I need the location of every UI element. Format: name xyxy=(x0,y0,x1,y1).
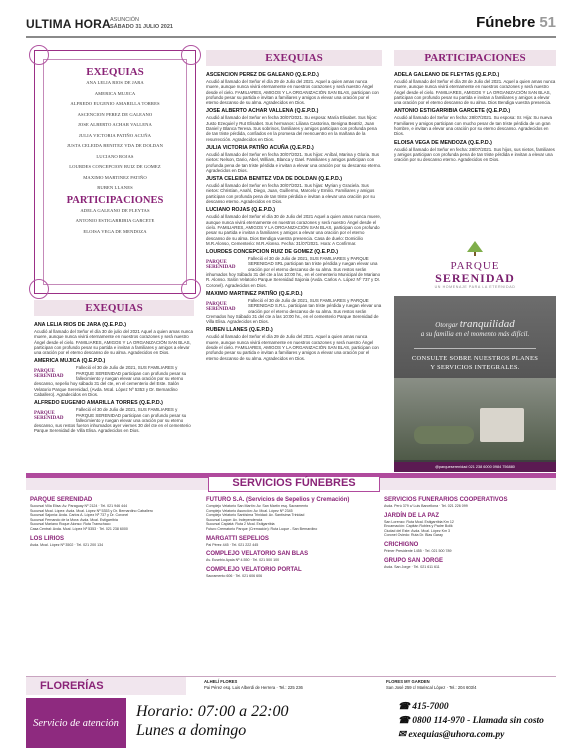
notice: ANTONIO ESTIGARRIBIA GARCETE (Q.E.P.D.) Acudió al llamado del Señor en fecha: 28/07/2021. Su esposa: Sr. Hija: Su nueva Familiares y amigos participan con mucho pesar de tan triste pérdida de un gran hombre, e invitan a elevar una oración por su eterno descanso. Agradecidos en Dios. xyxy=(394,108,552,137)
banner-exequias-mid: EXEQUIAS xyxy=(206,50,382,66)
notice: ANA LELIA RIOS DE JARA (Q.E.P.D.) Acudió al llamado del Señor el día 30 de julio del 2021 Aquel a quien amas nunca muere, aunque nunca vivirá eternamente en nuestros corazones y será nuestro Ángel desde el cielo. FAMILIARES, AMIGOS Y LA ORGANIZACIÓN SAN BLAS, participan con profundo pesar su partida e invitan a familiares y amigos a elevar una oración por el eterno descanso de su alma. Agradecidos en Dios. xyxy=(34,322,193,356)
notice: LUCIANO ROJAS (Q.E.P.D.) Acudió al llamado del Señor el día 30 de Julio del 2021 Aquel a quien amas nunca muere, aunque nunca vivirá eternamente en nuestros corazones y será nuestro Ángel desde el cielo. FAMILIARES, AMIGOS Y LA ORGANIZACIÓN SAN BLAS, participan con profundo pesar su partida e invitan a familiares y amigos a elevar una oración por el eterno descanso de su alma. Dios Bendiga vuestra presencia. Casa de duelo: Domicilio M.R.Alonso, Cementerio: M.R.Alonso. Fecha: 31/07/2021. Hora: A Confirmar. xyxy=(206,207,382,246)
parque-serenidad-ad[interactable]: Otorgar tranquilidad a su familia en el momento más difícil. CONSULTE SOBRE NUESTROS PLANES Y SERVICIOS INTEGRALES. @parqueserenidad 021 238 6000 0984 756880 xyxy=(394,296,556,472)
section-name: ULTIMA HORA xyxy=(26,17,111,31)
phone-icon: ☎ xyxy=(398,716,413,726)
list-item: RUBEN LLANES xyxy=(97,185,133,190)
floreria-my-garden: FLORES MY GARDEN San José 259 c/ Mariscal López · Tel.: 204 603/4 xyxy=(386,679,477,690)
servicio-horario: Horario: 07:00 a 22:00 Lunes a domingo xyxy=(136,703,289,739)
list-item: Sucursal Capiatá: Ruta 2 Mcal. Estigarribia xyxy=(206,522,275,527)
servicio-contacto: ☎ 415-7000 ☎ 0800 114-970 - Llamada sin costo ✉ exequias@uhora.com.py xyxy=(398,702,544,740)
left-notices xyxy=(34,322,194,437)
list-item: Futuro Crematorio Parque (Cremación): Ruta Luque - San Bernardino xyxy=(206,526,318,531)
parque-serenidad-logo: PARQUE SERENIDAD xyxy=(34,411,64,422)
notice: JULIA VICTORIA PATIÑO ACUÑA (Q.E.P.D.) Acudió al llamado del Señor en fecha 30/07/2021. Sus hijos: Aníbal, Marina y Gloria. Sus nietos: Nelson, Dario, Abel, William, Blanca y Gael. Familiares y amigos participan con profunda pena de tan triste pérdida e invitan a elevar una oración por su descanso eterno. Agradecidos en Dios. xyxy=(206,144,382,173)
list-item: ELOISA VEGA DE MENDOZA xyxy=(83,228,147,234)
mid-notices xyxy=(206,72,382,364)
list-item: MAXIMO MARTINEZ PATIÑO xyxy=(83,174,147,180)
list-item: Complejo Velatorio San Martín: Av. San Martín esq. Sacramento xyxy=(206,504,309,508)
right-notices xyxy=(394,72,556,166)
building-shape xyxy=(480,408,524,442)
notice: JUSTA CELEIDA BENITEZ VDA DE DOLDAN (Q.E.P.D.) Acudió al llamado del Señor en fecha 30/07/2021. Sus hijas: Myrian y Graciela. Sus nietos: Christian, Anahí, Diego, Juan, Guillermo, Marcelo y Emilio. Familiares y amigos participan con profunda pena de tan triste pérdida e invitan a elevar una oración por su descanso eterno. Agradecidos en Dios. xyxy=(206,176,375,205)
list-item: ANA LELIA RIOS DE JARA xyxy=(86,80,144,85)
list-item: Sucursal Mariano Roque Alonso: Ruta Transchaco xyxy=(30,522,111,527)
list-item: Sucursal Fernando de la Mora: Avda. Mcal. Estigarribia xyxy=(30,517,118,522)
list-item: ALFREDO EUGENIO AMARILLA TORRES xyxy=(70,101,160,106)
banner-participaciones: PARTICIPACIONES xyxy=(394,50,556,66)
ad-brand-logo: PARQUE SERENIDAD UN HOMENAJE PARA LA ETERNIDAD xyxy=(394,240,556,294)
ad-cta: CONSULTE SOBRE NUESTROS PLANES Y SERVICIOS INTEGRALES. xyxy=(411,355,539,371)
ad-footer: @parqueserenidad 021 238 6000 0984 756880 xyxy=(394,462,556,472)
list-item: San Lorenzo: Ruta Mcal. Estigarribia Km 12 xyxy=(384,519,454,524)
ornament-icon xyxy=(29,279,49,299)
list-item: Sucursal Luque: Av. Independencia xyxy=(206,517,263,522)
page-header xyxy=(26,14,556,38)
parque-serenidad-logo: PARQUE SERENIDAD xyxy=(206,260,236,271)
florerias-bar xyxy=(26,676,556,695)
notice: AMERICA MUJICA (Q.E.P.D.) PARQUE SERENIDAD Falleció el 30 de Julio de 2021, SUS FAMILIARES y PARQUE SERENIDAD participan con profundo pesar su fallecimiento y ruegan elevar una oración por su eterno descanso, sepelio hoy sábado 31 del cte, en el cementerio del Este. Salón Velatorio Parque Serenidad, (Avda. Mcal. López Nº 5353 y Dr. Bernardino Caballero). Agradecidos en Dios. xyxy=(34,358,187,397)
list-item: LOURDES CONCEPCION RUIZ DE GOMEZ xyxy=(69,164,161,169)
ad-photo xyxy=(394,378,556,460)
list-item: Sucursal Mcal. López: Avda. Mcal. López Nº 5353 y Dr. Bernardino Caballero xyxy=(30,508,153,513)
tree-icon xyxy=(463,240,487,256)
ornament-icon xyxy=(181,279,201,299)
parque-serenidad-logo: PARQUE SERENIDAD xyxy=(34,369,64,380)
ornament-icon xyxy=(181,45,201,65)
notice: MAXIMO MARTINEZ PATIÑO (Q.E.P.D.) PARQUE SERENIDAD Falleció el 30 de Julio de 2021, SUS FAMILIARES y PARQUE SERENIDAD S.R.L. participan tan triste pérdida y ruegan elevar una oración por el eterno descanso de su alma. Sus restos serán Cremados hoy Sábado 31 del cte a las 10:00 hs., en el cementerio Parque Serenidad de Villa Elisa. Agradecidos en Dios. xyxy=(206,290,382,325)
notice: ADELA GALEANO DE FLEYTAS (Q.E.P.D.) Acudió al llamado del Señor el día 28 de Julio del 2021. Aquel a quien amas nunca muere, aunque nunca vivirá eternamente en nuestros corazones y será nuestro Ángel desde el cielo. FAMILIARES, AMIGOS Y LA ORGANIZACIÓN SAN BLAS, participan con profundo pesar su partida e invitan a familiares y amigos a elevar una oración por el eterno descanso de su alma. Dios Bendiga vuestra presencia. xyxy=(394,72,556,106)
servicio-atencion xyxy=(26,698,556,748)
list-item: Sucursal Sajonia: Avda. Carlos A. López Nº 737 y Dr. Coronel xyxy=(30,513,129,518)
list-item: Ciudad del Este: Avda. Mcal. López Km 3 xyxy=(384,528,451,533)
list-item: JUSTA CELEIDA BENITEZ VDA DE DOLDAN xyxy=(66,143,164,148)
page-title: Fúnebre 51 xyxy=(476,14,556,31)
notice: ASCENCION PEREZ DE GALEANO (Q.E.P.D.) Acudió al llamado del Señor el día 29 de Julio del 2021. Aquel a quien amas nunca muere, aunque nunca vivirá eternamente en nuestros corazones y será nuestro Ángel desde el cielo. FAMILIARES, AMIGOS Y LA ORGANIZACIÓN SAN BLAS, participan con profundo pesar su partida e invitan a familiares y amigos a elevar una oración por el eterno descanso de su alma. Agradecidos en Dios. xyxy=(206,72,379,106)
notice: ELOISA VEGA DE MENDOZA (Q.E.P.D.) Acudió al llamado del Señor en fecha: 28/07/2021. Sus hijos, sus nietos, familiares y amigos participan con profunda pena de tan triste pérdida e invitan a elevar una oración por su descanso eterno. Agradecidos en Dios. xyxy=(394,139,555,163)
servicios-funebres xyxy=(26,478,556,676)
divider xyxy=(414,348,536,349)
index-title-participaciones: PARTICIPACIONES xyxy=(66,194,164,206)
list-item: Sucursal Villa Elisa: Av. Paraguay Nº 2124 · Tel. 021 946 444 xyxy=(30,504,128,508)
index-inner xyxy=(43,59,187,285)
index-frame xyxy=(34,50,196,294)
phone-icon: ☎ xyxy=(398,702,413,712)
servicio-label: Servicio de atención xyxy=(26,698,126,748)
parque-serenidad-logo: PARQUE SERENIDAD xyxy=(206,301,236,312)
notice: JOSE ALBERTO ACHAR VALLENA (Q.E.P.D.) Acudió al llamado del Señor en fecha 30/07/2021. Su esposa: María Elisabet. Sus hijos: Justo Ezequiel y Rut Elisabet. Sus hermanos: Liliana Castorina, Benigna Beatriz, Juan Daniel y Blanca Teresa. Sus sobrinos, familiares y amigos participan con profunda pena de tan triste pérdida, confiados en la promesa del reencuentro en la mañana de la resurrección. Agradecidos en Dios. xyxy=(206,108,378,142)
date-line: ASUNCIÓN SÁBADO 31 JULIO 2021 xyxy=(110,17,173,30)
email-icon: ✉ xyxy=(398,730,409,740)
services-col-3: SERVICIOS FUNERARIOS COOPERATIVOS Avda. Perú 379 c/ Luis Barcellona · Tel. 021 226 099 JARDÍN DE LA PAZ San Lorenzo: Ruta Mcal. Estigarribia Km 12 Encarnación: Capitán Robles y Padre Bolik Ciudad del Este: Avda. Mcal. López Km 3 Coronel Oviedo: Ruta Dr. Blas Garay CRICHIGNO Primer Presidente 1455 · Tel. 021 500 789 GRUPO SAN JORGE Avda. San Jorge · Tel. 021 611 611 xyxy=(384,496,554,569)
index-list-exequias xyxy=(44,78,186,194)
list-item: Casa Central: Avda. Mcal. López Nº 5353 · Tel. 021 238 6000 xyxy=(30,526,128,531)
services-col-1: PARQUE SERENIDAD Sucursal Villa Elisa: Av. Paraguay Nº 2124 · Tel. 021 946 444 Sucursal Mcal. López: Avda. Mcal. López Nº 5353 y Dr. Bernardino Caballero Sucursal Sajonia: Avda. Carlos A. López Nº 737 y Dr. Coronel Sucursal Fernando de la Mora: Avda. Mcal. Estigarribia Sucursal Mariano Roque Alonso: Ruta Transchaco Casa Central: Avda. Mcal. López Nº 5353 · Tel. 021 238 6000 LOS LIRIOS Avda. Mcal. López Nº 3502 · Tel. 021 200 134 xyxy=(30,496,196,547)
list-item: AMERICA MUJICA xyxy=(94,90,136,96)
index-list-participaciones xyxy=(44,206,186,238)
list-item: ASCENCION PEREZ DE GALEANO xyxy=(77,111,153,117)
list-item: LUCIANO ROJAS xyxy=(96,153,134,159)
ornament-icon xyxy=(29,45,49,65)
notice: ALFREDO EUGENIO AMARILLA TORRES (Q.E.P.D.) PARQUE SERENIDAD Falleció el 30 de Julio de 2021, SUS FAMILIARES y PARQUE SERENIDAD participan con profundo pesar su fallecimiento y ruegan elevar una oración por su eterno descanso, sus restos fueron inhumados ayer viernes 30 del cte en el cementerio Parque Serenidad de Villa Elisa. Agradecidos en Dios. xyxy=(34,400,191,434)
list-item: Encarnación: Capitán Robles y Padre Bolik xyxy=(384,524,453,529)
floreria-alheli: ALHELÍ FLORES Pai Pérez esq. Luis Alberdi de Herrera · Tel.: 225 236 xyxy=(204,679,303,690)
list-item: ANTONIO ESTIGARRIBIA GARCETE xyxy=(75,218,155,223)
services-title: SERVICIOS FÚNEBRES xyxy=(208,476,380,492)
notice: LOURDES CONCEPCION RUIZ DE GOMEZ (Q.E.P.D.) PARQUE SERENIDAD Falleció el 30 de Julio de 2021, SUS FAMILIARES y PARQUE SERENIDAD SRL participan tan triste pérdida y ruegan elevar una oración por el eterno descanso de su alma. Sus restos serán inhumados hoy Sábado 31 del cte a las 10:00 hs., en el cementerio Municipal de Mariano R. Alonso. Salón Velatorio Parque Serenidad Sajonia (Avda. Carlos A. López Nº 737 y Dr. Coronel). Agradecidos en Dios. xyxy=(206,249,381,288)
list-item: JOSE ALBERTO ACHAR VALLENA xyxy=(78,122,152,127)
florerias-label: FLORERÍAS xyxy=(26,677,186,695)
notice: RUBEN LLANES (Q.E.P.D.) Acudió al llamado del Señor el día 29 de Julio del 2021. Aquel a quien amas nunca muere, aunque nunca vivirá eternamente en nuestros corazones y será nuestro Ángel desde el cielo. FAMILIARES, AMIGOS Y LA ORGANIZACIÓN SAN BLAS, participan con profundo pesar su partida e invitan a familiares y amigos a elevar una oración por el eterno descanso de su alma. Agradecidos en Dios. xyxy=(206,327,379,361)
index-title-exequias: EXEQUIAS xyxy=(86,66,144,78)
list-item: Coronel Oviedo: Ruta Dr. Blas Garay xyxy=(384,533,443,538)
list-item: ADELA GALEANO DE FLEYTAS xyxy=(80,207,150,213)
tree-shape xyxy=(414,426,474,444)
services-col-2: FUTURO S.A. (Servicios de Sepelios y Cremación) Complejo Velatorio San Martín: Av. San Martín esq. Sacramento Complejo Velatorio Asunción: Av. Mcal. López Nº 2345 Complejo Velatorio Santísima Trinidad: Av. Santísima Trinidad Sucursal Luque: Av. Independencia Sucursal Capiatá: Ruta 2 Mcal. Estigarribia Futuro Crematorio Parque (Cremación): Ruta Luque - San Bernardino MARGATTI SEPELIOS Pai Pérez 445 · Tel. 021 222 445 COMPLEJO VELATORIO SAN BLAS Av. Eusebio Ayala Nº 4.550 · Tel. 021 500 100 COMPLEJO VELATORIO PORTAL Sacramento 606 · Tel. 021 606 606 xyxy=(206,496,374,578)
list-item: Complejo Velatorio Asunción: Av. Mcal. López Nº 2345 xyxy=(206,508,293,513)
list-item: Complejo Velatorio Santísima Trinidad: Av. Santísima Trinidad xyxy=(206,513,305,518)
list-item: JULIA VICTORIA PATIÑO ACUÑA xyxy=(78,132,152,138)
banner-exequias-left: EXEQUIAS xyxy=(34,300,194,316)
